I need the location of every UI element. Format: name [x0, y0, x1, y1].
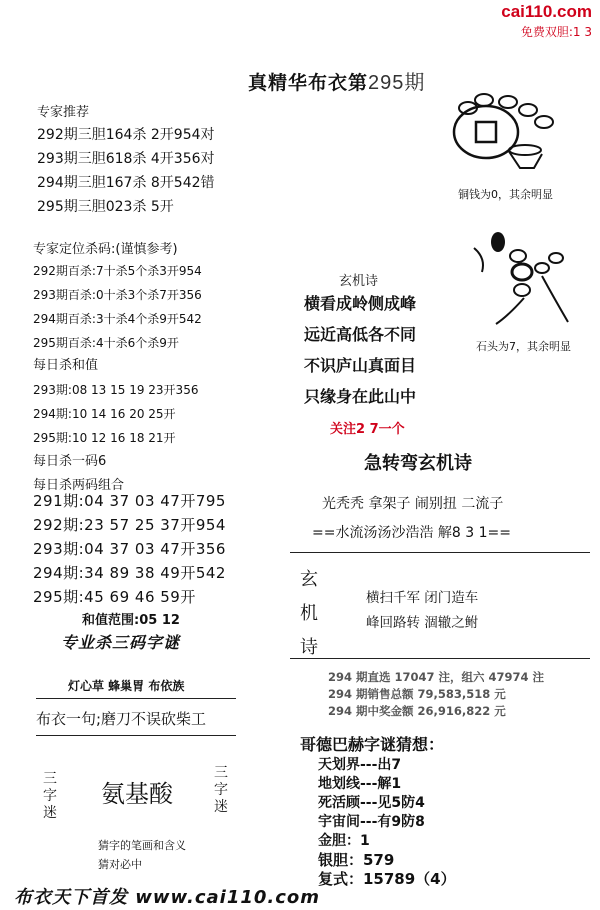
- riddle3-hint: 猜对必中: [98, 858, 142, 871]
- riddle3-divider: [36, 698, 236, 699]
- title-text: 真精华布衣第: [248, 72, 369, 94]
- expert-row: 295期三胆023杀 5开: [37, 199, 174, 215]
- riddle3-title: 专业杀三码字谜: [61, 633, 181, 652]
- chain-link: [510, 250, 526, 262]
- goedel-row: 复式：15789（4）: [318, 870, 456, 888]
- stats-block: [328, 669, 544, 720]
- position-list: [33, 259, 202, 355]
- twocode-heading: 每日杀两码组合: [33, 478, 125, 493]
- sum-range: 和值范围:05 12: [82, 613, 180, 628]
- expert-row: 294期三胆167杀 8开542错: [37, 175, 215, 191]
- coin-caption: 铜钱为0，其余明显: [458, 188, 553, 201]
- poem-focus: 关注2 7一个: [330, 422, 405, 437]
- poem-line: 远近高低各不同: [304, 325, 417, 344]
- twocode-row: 293期:04 37 03 47开356: [33, 540, 226, 558]
- page-title: [248, 66, 425, 95]
- riddle3-left-label: 三字迷: [43, 771, 57, 821]
- sumkill-row: 294期:10 14 16 20 25开: [33, 407, 176, 421]
- brand-site[interactable]: cai110.com: [501, 2, 592, 21]
- coin-square-hole: [476, 122, 496, 142]
- xuan-label: 玄机诗: [300, 569, 318, 658]
- chain-link: [499, 96, 517, 108]
- chain-link: [535, 116, 553, 128]
- title-issue: 295期: [368, 72, 426, 94]
- goedel-row: 地划线---解1: [318, 776, 402, 792]
- one-code-kill: 每日杀一码6: [33, 454, 107, 469]
- goedel-list: [318, 756, 456, 889]
- goedel-row: 金胆：1: [318, 833, 370, 849]
- expert-list: [37, 123, 215, 219]
- expert-heading: 专家推荐: [37, 105, 90, 120]
- poem-lines: [304, 288, 416, 412]
- position-row: 294期百杀:3十杀4个杀9开542: [33, 312, 202, 326]
- stone-caption: 石头为7，其余明显: [476, 340, 571, 353]
- poem-line: 横看成岭侧成峰: [304, 294, 417, 313]
- goedel-row: 银胆：579: [318, 851, 395, 869]
- chain-string: [542, 276, 568, 322]
- riddle3-line: 布衣一句;磨刀不误砍柴工: [36, 710, 207, 728]
- stats-row: 294 期销售总额 79,583,518 元: [328, 687, 506, 701]
- chain-link: [519, 104, 537, 116]
- stone-shape: [491, 232, 505, 252]
- expert-row: 292期三胆164杀 2开954对: [37, 127, 215, 143]
- turn-title: 急转弯玄机诗: [364, 453, 472, 474]
- twocode-row: 294期:34 89 38 49开542: [33, 564, 226, 582]
- chain-link: [475, 94, 493, 106]
- goedel-row: 天划界---出7: [318, 757, 402, 773]
- pot-rim: [509, 145, 541, 155]
- riddle3-right-label: 三字迷: [214, 765, 228, 815]
- brand-free-tip: 免费双胆:1 3: [520, 25, 592, 39]
- riddle3-hint: 猜字的笔画和含义: [98, 839, 186, 852]
- twocode-row: 291期:04 37 03 47开795: [33, 492, 226, 510]
- position-row: 292期百杀:7十杀5个杀3开954: [33, 264, 202, 278]
- xuan-divider: [290, 658, 590, 659]
- position-row: 295期百杀:4十杀6个杀9开: [33, 336, 179, 350]
- sumkill-block: [33, 354, 198, 498]
- stats-row: 294 期直选 17047 注，组六 47974 注: [328, 670, 545, 684]
- expert-row: 293期三胆618杀 4开356对: [37, 151, 215, 167]
- twocode-row: 292期:23 57 25 37开954: [33, 516, 226, 534]
- poem-line: 只缘身在此山中: [304, 387, 417, 406]
- chain-link: [512, 264, 532, 280]
- chain-link: [535, 263, 549, 273]
- twocode-list: [33, 489, 226, 609]
- xuan-line1: 横扫千军 闭门造车: [366, 590, 479, 606]
- twocode-row: 295期:45 69 46 59开: [33, 588, 196, 606]
- position-row: 293期百杀:0十杀3个杀7开356: [33, 288, 202, 302]
- goedel-row: 宇宙间---有9防8: [318, 814, 425, 830]
- turn-line2: ==水流汤汤沙浩浩 解8 3 1==: [312, 525, 511, 541]
- sumkill-row: 295期:10 12 16 18 21开: [33, 431, 176, 445]
- sumkill-row: 293期:08 13 15 19 23开356: [33, 383, 199, 397]
- goedel-row: 死活顾---见5防4: [318, 795, 425, 811]
- riddle3-words: 灯心草 蜂巢胃 布依族: [68, 679, 185, 693]
- riddle3-divider: [36, 735, 236, 736]
- stone-left-mark: [474, 248, 483, 272]
- riddle3-word: 氨基酸: [101, 780, 173, 808]
- sumkill-heading: 每日杀和值: [33, 358, 99, 373]
- coin-illustration: [448, 84, 560, 176]
- goedel-title: 哥德巴赫字谜猜想：: [300, 735, 445, 754]
- stone-illustration: [468, 228, 576, 328]
- footer-banner[interactable]: 布衣天下首发 www.cai110.com: [14, 887, 321, 908]
- chain-link: [514, 284, 530, 296]
- poem-line: 不识庐山真面目: [304, 356, 417, 375]
- poem-heading: 玄机诗: [339, 274, 379, 289]
- chain-link: [549, 253, 563, 263]
- chain-string: [496, 298, 524, 324]
- position-heading: 专家定位杀码:(谨慎参考): [33, 242, 178, 257]
- xuan-line2: 峰回路转 涸辙之鲋: [366, 615, 479, 631]
- turn-divider: [290, 552, 590, 553]
- stats-row: 294 期中奖金额 26,916,822 元: [328, 704, 506, 718]
- turn-line1: 光秃秃 拿架子 闹别扭 二流子: [322, 496, 504, 512]
